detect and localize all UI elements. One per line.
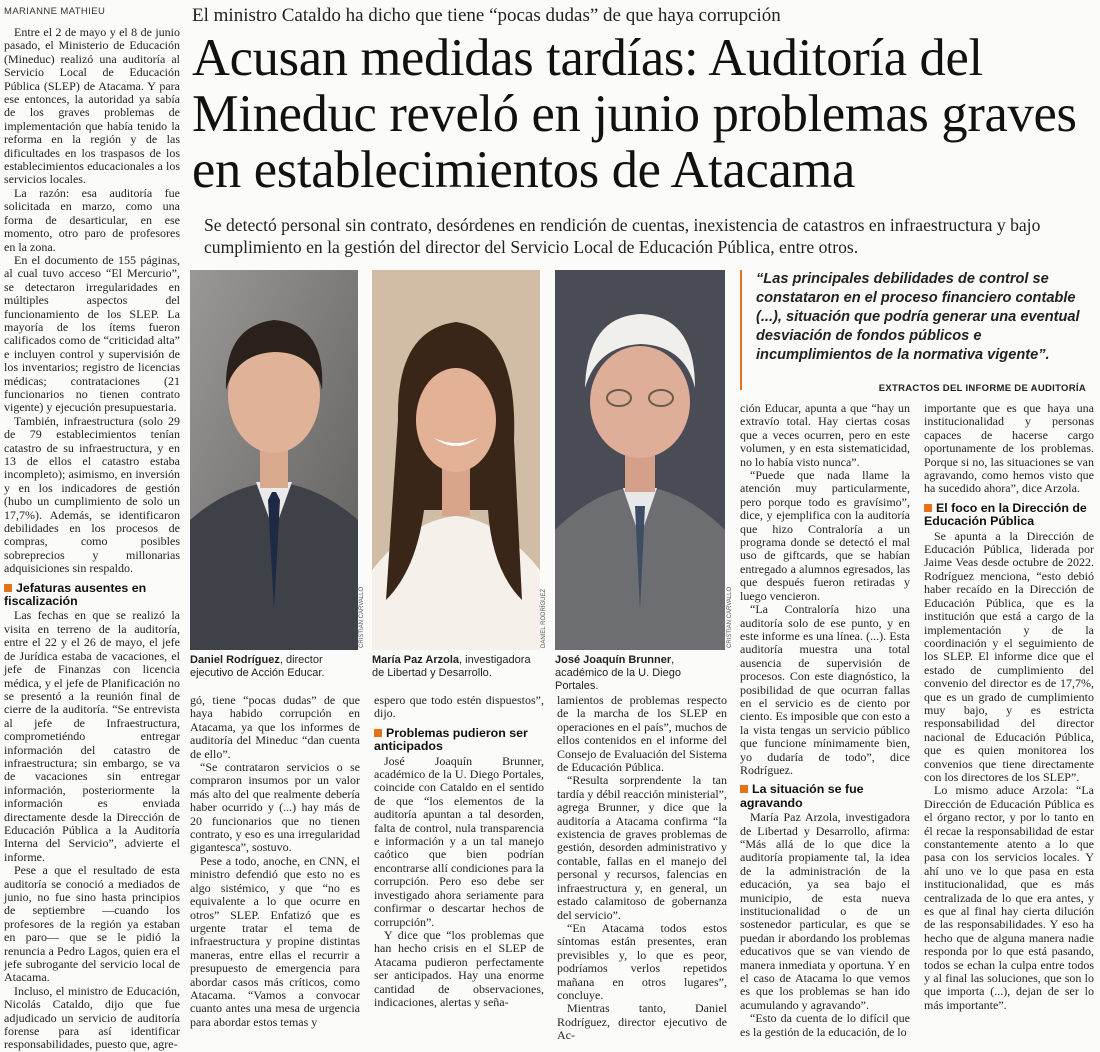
paragraph: “Resulta sorprendente la tan tardía y débil reacción ministerial”, agrega Brunner, y dice que la auditoría a Atacama confirma “la existencia de graves problemas de gestión, desorden administrativo y contable, fallas en el manejo del personal y recursos, falencias en infraestructura y, en general, un estado calamitoso de gobernanza del servicio”. <box>557 773 727 922</box>
subhead: El foco en la Dirección de Educación Pública <box>924 500 1087 529</box>
paragraph: Mientras tanto, Daniel Rodríguez, director ejecutivo de Ac- <box>557 1001 727 1043</box>
orange-square-icon <box>4 584 12 592</box>
paragraph: José Joaquín Brunner, académico de la U. Diego Portales, coincide con Cataldo en el sentido de que “los elementos de la auditoría apuntan a tal desorden, falta de control, nula transparencia e información y a un tal manejo caótico que bien podrían encontrarse allí condiciones para la corrupción. Pero eso debe ser investigado ahora seriamente para confirmar o descartar hechos de corrupción”. <box>374 753 544 929</box>
paragraph: “La Contraloría hizo una auditoría solo de ese punto, y en este informe es una línea. (...). Esta auditoría muestra una total ausencia de supervisión de procesos. Con este diagnóstico, la posibilidad de que ocurran fallas en el servicio es de ciento por ciento. Es imposible que con esto a la vista tengas un servicio público que funcione mínimamente bien, yo dudaría de todo”, dice Rodríguez. <box>740 602 910 777</box>
byline: MARIANNE MATHIEU <box>4 6 106 17</box>
pull-quote <box>740 270 1096 394</box>
orange-square-icon <box>374 729 382 737</box>
paragraph: espero que todo estén dispuestos”, dijo. <box>374 693 544 721</box>
photo-caption: Daniel Rodríguez, director ejecutivo de Acción Educar. <box>190 654 325 679</box>
subhead: La situación se fue agravando <box>740 782 864 810</box>
paragraph: ción Educar, apunta a que “hay un extravío total. Hay ciertas cosas que a veces ocurren, pero en este volumen, y en esta sistematicidad, no lo había visto nunca”. <box>740 401 910 469</box>
kicker: El ministro Cataldo ha dicho que tiene “pocas dudas” de que haya corrupción <box>192 5 781 26</box>
paragraph: “Esto da cuenta de lo difícil que es la gestión de la educación, de lo <box>740 1011 910 1039</box>
paragraph: María Paz Arzola, investigadora de Libertad y Desarrollo, afirma: “Más allá de lo que dice la auditoría propiamente tal, la idea de la administración de la educación, ya sea bajo el municipio, de esta nueva institucionalidad o de un sostenedor particular, es que se puedan ir abordando los problemas educativos que se van viendo de manera inmediata y oportuna. Y en el caso de Atacama lo que vemos es que los problemas se han ido acumulando y agravando”. <box>740 810 910 1012</box>
photo-credit: CRISTIAN CARVALLO <box>359 586 365 648</box>
paragraph: Incluso, el ministro de Educación, Nicolás Cataldo, dijo que fue adjudicado un servicio de auditoría forense para así identificar responsabilidades, puesto que, agre- <box>4 983 180 1052</box>
paragraph: Y dice que “los problemas que han hecho crisis en el SLEP de Atacama pudieron perfectamente ser anticipados. Hay una enorme cantidad de observaciones, indicaciones, alertas y seña- <box>374 927 544 1009</box>
column-4 <box>557 694 727 1043</box>
paragraph: “Puede que nada llame la atención muy particularmente, pero porque todo es gravísimo”, dice, y ejemplifica con la auditoría que hizo Contraloría a un programa donde se detectó el mal uso de giftcards, que se habían entregado a alumnos egresados, las que después fueron retiradas y luego vencieron. <box>740 468 910 603</box>
photo-credit: CRISTIAN CARVALLO <box>727 586 733 648</box>
orange-square-icon <box>924 504 932 512</box>
paragraph: En el documento de 155 páginas, al cual tuvo acceso “El Mercurio”, se detectaron irregularidades en múltiples aspectos del funcionamiento de los SLEP. La mayoría de los ítems fueron calificados como de “criticidad alta” e incluyen control y supervisión de los inventarios; registro de licencias médicas; contrataciones (21 funcionarios no tienen contrato vigente) y ejecución presupuestaria. <box>4 252 180 415</box>
column-6 <box>924 402 1094 1012</box>
photo-credit: DANIEL RODRÍGUEZ <box>541 588 547 648</box>
paragraph: También, infraestructura (solo 29 de 79 establecimientos tenían catastro de su infraestructura, y en 13 de ellos el catastro estaba incompleto); asimismo, en inversión y en los indicadores de gestión (hubo un cumplimiento de solo un 17,7%). Además, se identificaron debilidades en los procesos de compras, como posibles sobreprecios y millonarias adquisiciones sin respaldo. <box>4 413 180 576</box>
deck: Se detectó personal sin contrato, desórdenes en rendición de cuentas, inexistencia de catastros en infraestructura y bajo cumplimiento en la gestión del director del Servicio Local de Educación Pública, entre otros. <box>204 215 1041 257</box>
photo-daniel-rodriguez <box>190 270 358 650</box>
photo-caption: José Joaquín Brunner, académico de la U. Diego Portales. <box>555 654 681 692</box>
photo-caption: María Paz Arzola, investigadora de Libertad y Desarrollo. <box>372 654 531 679</box>
paragraph: importante que es que haya una institucionalidad y personas capaces de hacerse cargo oportunamente de los problemas. Porque si no, las situaciones se van agravando, como hemos visto que ha sucedido ahora”, dice Arzola. <box>924 401 1094 496</box>
paragraph: Se apunta a la Dirección de Educación Pública, liderada por Jaime Veas desde octubre de 2022. Rodríguez menciona, “esto debió haber recaído en la Dirección de Educación Pública, que es la institución que está a cargo de la implementación y de la coordinación y el seguimiento de los SLEP. El informe dice que el estado de cumplimiento del convenio del director es de 17,7%, que es un grado de cumplimiento muy bajo, y es estricta responsabilidad del director nacional de Educación Pública, que es quien monitorea los convenios que tiene directamente con los directores de los SLEP”. <box>924 528 1094 784</box>
subhead: Problemas pudieron ser anticipados <box>374 725 528 754</box>
orange-square-icon <box>740 785 748 793</box>
paragraph: Las fechas en que se realizó la visita en terreno de la auditoría, entre el 22 y el 26 de mayo, el jefe de Jurídica estaba de vacaciones, el jefe de Finanzas con licencia médica, y el jefe de Planificación no se presentó a la reunión final de cierre de la auditoría. “Se entrevista al jefe de Infraestructura, comprometiéndo entregar información del catastro de infraestructura; sin embargo, se va de vacaciones sin entregar información, posteriormente la información es enviada directamente desde la Dirección de Educación Pública a la Auditoría Interna del Servicio”, advierte el informe. <box>4 608 180 864</box>
subhead: Jefaturas ausentes en fiscalización <box>4 580 147 609</box>
photo-jose-joaquin-brunner <box>555 270 725 650</box>
pull-quote-text: “Las principales debilidades de control se constataron en el proceso financiero contable (...), situación que podría generar una eventual desviación de fondos públicos e incumplimientos de la normativa vigente”. <box>756 271 1080 363</box>
paragraph: Entre el 2 de mayo y el 8 de junio pasado, el Ministerio de Educación (Mineduc) realizó una auditoría al Servicio Local de Educación Pública (SLEP) de Atacama. Y para ese entonces, la autoridad ya sabía de los graves problemas de implementación que había tenido la reforma en la región y de las dificultades en los traspasos de los establecimientos educacionales a los servicios locales. <box>4 25 180 187</box>
pull-quote-source: EXTRACTOS DEL INFORME DE AUDITORÍA <box>878 383 1086 394</box>
column-2 <box>190 694 360 1029</box>
paragraph: “En Atacama todos estos síntomas están presentes, eran previsibles y, lo que es peor, podríamos verlos repetidos mañana en otros lugares”, concluye. <box>557 920 727 1002</box>
paragraph: gó, tiene “pocas dudas” de que haya habido corrupción en Atacama, ya que los informes de auditoría del Mineduc “dan cuenta de ello”. <box>190 693 360 761</box>
paragraph: “Se contrataron servicios o se compraron insumos por un valor más alto del que realmente debería haber ocurrido y (...) hay más de 20 funcionarios que no tienen contrato, y eso es una irregularidad gigantesca”, sostuvo. <box>190 760 360 855</box>
photo-maria-paz-arzola <box>372 270 540 650</box>
column-3 <box>374 694 544 1009</box>
paragraph: lamientos de problemas respecto de la marcha de los SLEP en operaciones en el país”, muchos de ellos contenidos en el informe del Consejo de Evaluación del Sistema de Educación Pública. <box>557 693 727 775</box>
paragraph: Lo mismo aduce Arzola: “La Dirección de Educación Pública es el órgano rector, y por lo tanto en él recae la responsabilidad de estar constantemente atento a lo que pasa con los servicios locales. Y ahí uno ve lo que pasa en esta institucionalidad, que es más centralizada de lo que era antes, y es que al final hay cierta dilución de las responsabilidades. Y eso ha hecho que de alguna manera nadie responda por lo que está pasando, todos se echan la culpa entre todos y al final las soluciones, que son lo que importa (...), dejan de ser lo más importante”. <box>924 783 1094 1012</box>
headline: Acusan medidas tardías: Auditoría del Mineduc reveló en junio problemas graves en establecimientos de Atacama <box>192 29 1077 199</box>
paragraph: La razón: esa auditoría fue solicitada en marzo, como una forma de desarticular, en ese momento, otro paro de profesores en la zona. <box>4 185 180 254</box>
column-5 <box>740 402 910 1039</box>
column-1 <box>4 26 180 1052</box>
paragraph: Pese a todo, anoche, en CNN, el ministro defendió que esto no es algo sistémico, y que “no es equivalente a lo que ocurre en otros” SLEP. Enfatizó que es urgente tratar el tema de infraestructura y propine distintas maneras, entre ellas el recurrir a presupuesto de emergencia para abordar casos más críticos, como Atacama. “Vamos a convocar cuanto antes una mesa de urgencia para abordar estos temas y <box>190 853 360 1029</box>
paragraph: Pese a que el resultado de esta auditoría se conoció a mediados de junio, no fue sino hasta principios de septiembre —cuando los profesores de la región ya estaban en paro— que se le pidió la renuncia a Pedro Lagos, quien era el jefe subrogante del servicio local de Atacama. <box>4 863 180 985</box>
